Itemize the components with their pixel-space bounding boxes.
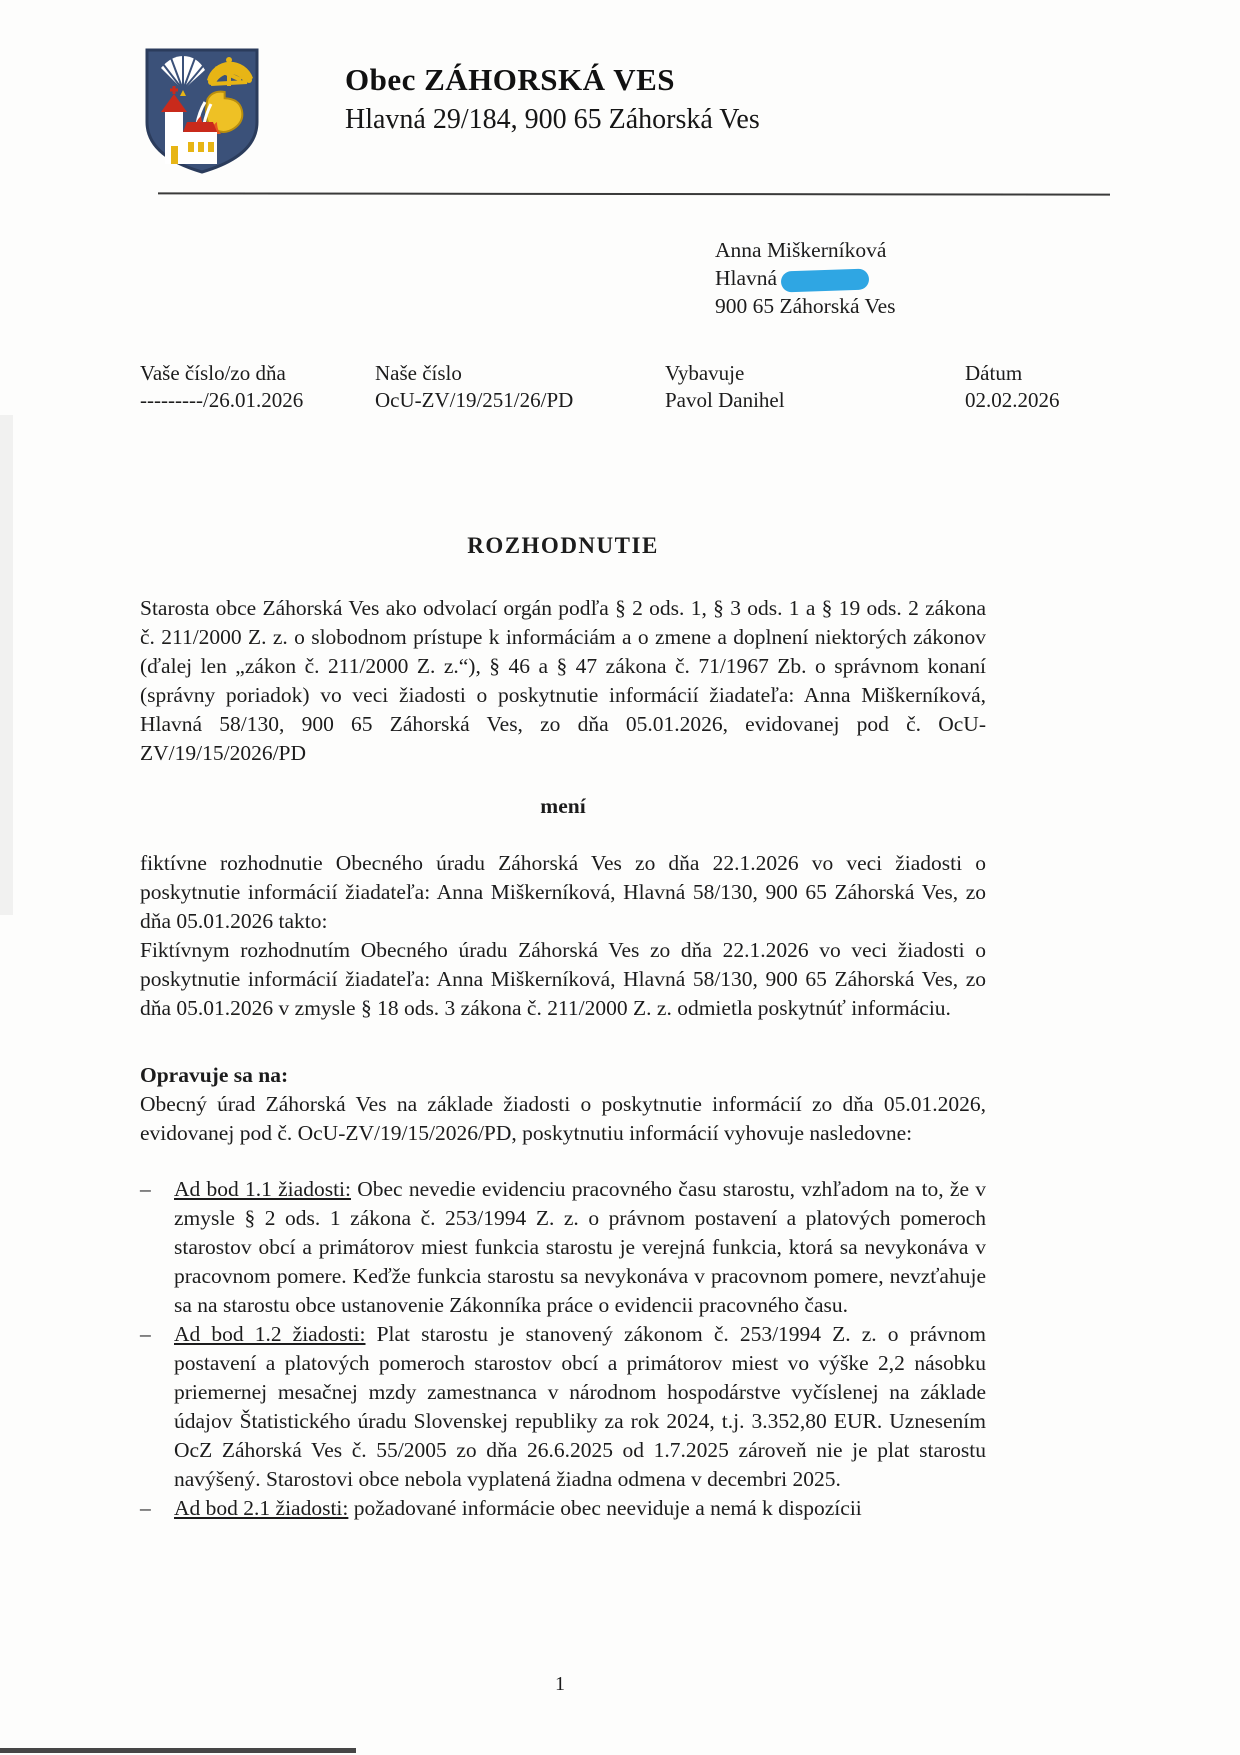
list-item xyxy=(140,1175,986,1320)
meni-heading: mení xyxy=(540,794,586,818)
list-item xyxy=(140,1494,986,1523)
answer-1-1: Ad bod 1.1 žiadosti: Obec nevedie evidenciu pracovného času starostu, vzhľadom na to, že v zmysle § 2 ods. 1 zákona č. 253/1994 Z. z. o právnom postavení a platových pomeroch starostov obcí a primátorov miest funkcia starostu je verejná funkcia, ktorá sa nevykonáva v pracovnom pomere. Keďže funkcia starostu sa nevykonáva v pracovnom pomere, nevzťahuje sa na starostu obce ustanovenie Zákonníka práce o evidencii pracovného času. xyxy=(174,1177,986,1317)
dash-bullet: – xyxy=(140,1322,151,1346)
ref-our-number: Naše číslo OcU-ZV/19/251/26/PD xyxy=(375,361,574,412)
scan-artifact-line xyxy=(0,1748,356,1753)
fictive-decision-paragraph: fiktívne rozhodnutie Obecného úradu Záhorská Ves zo dňa 22.1.2026 vo veci žiadosti o poskytnutie informácií žiadateľa: Anna Miškerníková, Hlavná 58/130, 900 65 Záhorská Ves, zo dňa 05.01.2026 takto: xyxy=(140,851,986,933)
ref-your-number: Vaše číslo/zo dňa ---------/26.01.2026 xyxy=(140,361,304,412)
list-item xyxy=(140,1320,986,1494)
intro-paragraph: Starosta obce Záhorská Ves ako odvolací orgán podľa § 2 ods. 1, § 3 ods. 1 a § 19 ods. 2 zákona č. 211/2000 Z. z. o slobodnom prístupe k informáciám a o zmene a doplnení niektorých zákonov (ďalej len „zákon č. 211/2000 Z. z.“), § 46 a § 47 zákona č. 71/1967 Zb. o správnom konaní (správny poriadok) vo veci žiadosti o poskytnutie informácií žiadateľa: Anna Miškerníková, Hlavná 58/130, 900 65 Záhorská Ves, zo dňa 05.01.2026, evidovanej pod č. OcU-ZV/19/15/2026/PD xyxy=(140,596,986,765)
fictive-decision-detail-paragraph: Fiktívnym rozhodnutím Obecného úradu Záhorská Ves zo dňa 22.1.2026 vo veci žiadosti o poskytnutie informácií žiadateľa: Anna Miškerníková, Hlavná 58/130, 900 65 Záhorská Ves, zo dňa 05.01.2026 v zmysle § 18 ods. 3 zákona č. 211/2000 Z. z. odmietla poskytnúť informáciu. xyxy=(140,938,986,1020)
corrects-to-heading: Opravuje sa na: xyxy=(140,1063,289,1087)
org-address: Hlavná 29/184, 900 65 Záhorská Ves xyxy=(345,104,760,135)
header-divider xyxy=(158,192,1110,195)
redaction-blob xyxy=(781,268,870,292)
document-body xyxy=(140,531,986,1523)
answers-list xyxy=(140,1175,986,1523)
org-name: Obec ZÁHORSKÁ VES xyxy=(345,62,676,97)
reference-row xyxy=(140,360,1140,414)
grant-paragraph: Obecný úrad Záhorská Ves na základe žiadosti o poskytnutie informácií zo dňa 05.01.2026, evidovanej pod č. OcU-ZV/19/15/2026/PD, poskytnutiu informácií vyhovuje nasledovne: xyxy=(140,1092,986,1145)
municipal-coat-of-arms-icon xyxy=(141,46,263,176)
dash-bullet: – xyxy=(140,1177,151,1201)
ref-handled-by: Vybavuje Pavol Danihel xyxy=(665,361,785,412)
recipient-name: Anna Miškerníková xyxy=(715,238,887,262)
answer-1-2: Ad bod 1.2 žiadosti: Plat starostu je stanovený zákonom č. 253/1994 Z. z. o právnom postavení a platových pomeroch starostov obcí a primátorov miest vo výške 2,2 násobku priemernej mesačnej mzdy zamestnanca v národnom hospodárstve vyčíslenej na základe údajov Štatistického úradu Slovenskej republiky za rok 2024, t.j. 3.352,80 EUR. Uznesením OcZ Záhorská Ves č. 55/2005 zo dňa 26.6.2025 od 1.7.2025 zároveň nie je plat starostu navýšený. Starostovi obce nebola vyplatená žiadna odmena v decembri 2025. xyxy=(174,1322,986,1491)
document-title: ROZHODNUTIE xyxy=(467,533,659,558)
page-number: 1 xyxy=(555,1673,565,1695)
recipient-address-block xyxy=(715,236,896,320)
scan-artifact-band xyxy=(0,415,13,915)
dash-bullet: – xyxy=(140,1496,151,1520)
ref-date: Dátum 02.02.2026 xyxy=(965,361,1060,412)
recipient-city: 900 65 Záhorská Ves xyxy=(715,294,896,318)
recipient-street: Hlavná xyxy=(715,264,896,292)
answer-2-1: Ad bod 2.1 žiadosti: požadované informácie obec neeviduje a nemá k dispozícii xyxy=(174,1496,862,1520)
